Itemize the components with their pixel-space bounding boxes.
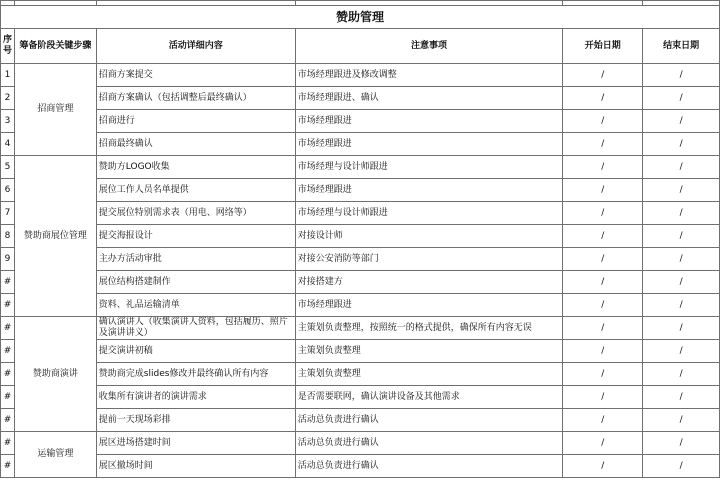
cell-no[interactable]: 8 — [1, 225, 15, 248]
table-row — [1, 271, 720, 294]
cell-stage[interactable]: 赞助商演讲 — [15, 317, 97, 432]
cell-no[interactable]: 2 — [1, 87, 15, 110]
table-row — [1, 87, 720, 110]
header-detail[interactable]: 活动详细内容 — [96, 29, 295, 64]
table-row — [1, 340, 720, 363]
table-row — [1, 202, 720, 225]
cell-no[interactable]: 9 — [1, 248, 15, 271]
cell-detail[interactable]: 提交海报设计 — [96, 225, 295, 248]
table-row — [1, 386, 720, 409]
cell-start-date[interactable]: / — [563, 179, 643, 202]
cell-no[interactable]: 6 — [1, 179, 15, 202]
cell-start-date[interactable]: / — [563, 409, 643, 432]
cell-detail[interactable]: 确认演讲人（收集演讲人资料，包括履历、照片及演讲讲义） — [96, 317, 295, 340]
table-row — [1, 432, 720, 455]
cell-start-date[interactable]: / — [563, 225, 643, 248]
cell-no[interactable]: # — [1, 271, 15, 294]
cell-end-date[interactable]: / — [643, 432, 720, 455]
cell-start-date[interactable]: / — [563, 87, 643, 110]
cell-no[interactable]: # — [1, 386, 15, 409]
cell-start-date[interactable]: / — [563, 156, 643, 179]
cell-no[interactable]: # — [1, 432, 15, 455]
cell-end-date[interactable]: / — [643, 363, 720, 386]
cell-stage[interactable]: 运输管理 — [15, 432, 97, 478]
cell-end-date[interactable]: / — [643, 294, 720, 317]
header-no[interactable]: 序号 — [1, 29, 15, 64]
table-row — [1, 179, 720, 202]
cell-detail[interactable]: 展位结构搭建制作 — [96, 271, 295, 294]
table-row — [1, 64, 720, 87]
cell-no[interactable]: # — [1, 363, 15, 386]
cell-start-date[interactable]: / — [563, 386, 643, 409]
header-stage[interactable]: 筹备阶段关键步骤 — [15, 29, 97, 64]
cell-end-date[interactable]: / — [643, 64, 720, 87]
cell-notes[interactable]: 市场经理与设计师跟进 — [295, 202, 563, 225]
table-row — [1, 156, 720, 179]
cell-end-date[interactable]: / — [643, 110, 720, 133]
cell-no[interactable]: # — [1, 340, 15, 363]
cell-detail[interactable]: 赞助商完成slides修改并最终确认所有内容 — [96, 363, 295, 386]
cell-end-date[interactable]: / — [643, 87, 720, 110]
table-row — [1, 409, 720, 432]
cell-end-date[interactable]: / — [643, 179, 720, 202]
cell-stage[interactable]: 赞助商展位管理 — [15, 156, 97, 317]
cell-no[interactable]: # — [1, 409, 15, 432]
cell-notes[interactable]: 主策划负责整理 — [295, 363, 563, 386]
cell-start-date[interactable]: / — [563, 340, 643, 363]
table-row — [1, 294, 720, 317]
cell-no[interactable]: 1 — [1, 64, 15, 87]
cell-end-date[interactable]: / — [643, 455, 720, 478]
cell-detail[interactable]: 提前一天现场彩排 — [96, 409, 295, 432]
table-row — [1, 248, 720, 271]
cell-end-date[interactable]: / — [643, 317, 720, 340]
cell-start-date[interactable]: / — [563, 248, 643, 271]
title-row — [1, 6, 720, 29]
cell-no[interactable]: # — [1, 294, 15, 317]
cell-end-date[interactable]: / — [643, 248, 720, 271]
cell-start-date[interactable]: / — [563, 432, 643, 455]
cell-start-date[interactable]: / — [563, 133, 643, 156]
cell-notes[interactable]: 对接搭建方 — [295, 271, 563, 294]
cell-notes[interactable]: 市场经理跟进 — [295, 133, 563, 156]
table-row — [1, 363, 720, 386]
cell-no[interactable]: 3 — [1, 110, 15, 133]
header-notes[interactable]: 注意事项 — [295, 29, 563, 64]
cell-detail[interactable]: 提交演讲初稿 — [96, 340, 295, 363]
cell-end-date[interactable]: / — [643, 409, 720, 432]
cell-start-date[interactable]: / — [563, 64, 643, 87]
cell-notes[interactable]: 对接公安消防等部门 — [295, 248, 563, 271]
cell-notes[interactable]: 活动总负责进行确认 — [295, 432, 563, 455]
cell-notes[interactable]: 对接设计师 — [295, 225, 563, 248]
table-row — [1, 133, 720, 156]
table-row — [1, 225, 720, 248]
cell-end-date[interactable]: / — [643, 225, 720, 248]
table-title[interactable]: 赞助管理 — [1, 6, 720, 29]
cell-start-date[interactable]: / — [563, 317, 643, 340]
cell-notes[interactable]: 活动总负责进行确认 — [295, 409, 563, 432]
cell-notes[interactable]: 市场经理跟进、确认 — [295, 87, 563, 110]
cell-detail[interactable]: 展区撤场时间 — [96, 455, 295, 478]
cell-detail[interactable]: 提交展位特别需求表（用电、网络等） — [96, 202, 295, 225]
cell-notes[interactable]: 市场经理跟进 — [295, 294, 563, 317]
table-row — [1, 110, 720, 133]
table-row — [1, 455, 720, 478]
cell-notes[interactable]: 市场经理跟进 — [295, 179, 563, 202]
cell-start-date[interactable]: / — [563, 363, 643, 386]
cell-notes[interactable]: 主策划负责整理，按照统一的格式提供，确保所有内容无误 — [295, 317, 563, 340]
cell-detail[interactable]: 展位工作人员名单提供 — [96, 179, 295, 202]
cell-no[interactable]: # — [1, 317, 15, 340]
cell-start-date[interactable]: / — [563, 455, 643, 478]
header-start-date[interactable]: 开始日期 — [563, 29, 643, 64]
cell-detail[interactable]: 招商进行 — [96, 110, 295, 133]
cell-detail[interactable]: 招商最终确认 — [96, 133, 295, 156]
header-end-date[interactable]: 结束日期 — [643, 29, 720, 64]
cell-start-date[interactable]: / — [563, 294, 643, 317]
table-row — [1, 317, 720, 340]
cell-no[interactable]: 5 — [1, 156, 15, 179]
cell-end-date[interactable]: / — [643, 133, 720, 156]
cell-start-date[interactable]: / — [563, 271, 643, 294]
cell-end-date[interactable]: / — [643, 386, 720, 409]
cell-notes[interactable]: 是否需要联网，确认演讲设备及其他需求 — [295, 386, 563, 409]
cell-detail[interactable]: 主办方活动审批 — [96, 248, 295, 271]
cell-notes[interactable]: 活动总负责进行确认 — [295, 455, 563, 478]
cell-end-date[interactable]: / — [643, 156, 720, 179]
cell-end-date[interactable]: / — [643, 340, 720, 363]
cell-start-date[interactable]: / — [563, 110, 643, 133]
cell-notes[interactable]: 市场经理跟进及修改调整 — [295, 64, 563, 87]
cell-detail[interactable]: 收集所有演讲者的演讲需求 — [96, 386, 295, 409]
cell-notes[interactable]: 市场经理跟进 — [295, 110, 563, 133]
cell-notes[interactable]: 市场经理与设计师跟进 — [295, 156, 563, 179]
cell-detail[interactable]: 招商方案确认（包括调整后最终确认） — [96, 87, 295, 110]
cell-end-date[interactable]: / — [643, 271, 720, 294]
cell-detail[interactable]: 资料、礼品运输清单 — [96, 294, 295, 317]
cell-start-date[interactable]: / — [563, 202, 643, 225]
cell-no[interactable]: # — [1, 455, 15, 478]
cell-no[interactable]: 4 — [1, 133, 15, 156]
cell-end-date[interactable]: / — [643, 202, 720, 225]
cell-stage[interactable]: 招商管理 — [15, 64, 97, 156]
header-row — [1, 29, 720, 64]
cell-detail[interactable]: 展区进场搭建时间 — [96, 432, 295, 455]
cell-notes[interactable]: 主策划负责整理 — [295, 340, 563, 363]
cell-no[interactable]: 7 — [1, 202, 15, 225]
cell-detail[interactable]: 招商方案提交 — [96, 64, 295, 87]
cell-detail[interactable]: 赞助方LOGO收集 — [96, 156, 295, 179]
